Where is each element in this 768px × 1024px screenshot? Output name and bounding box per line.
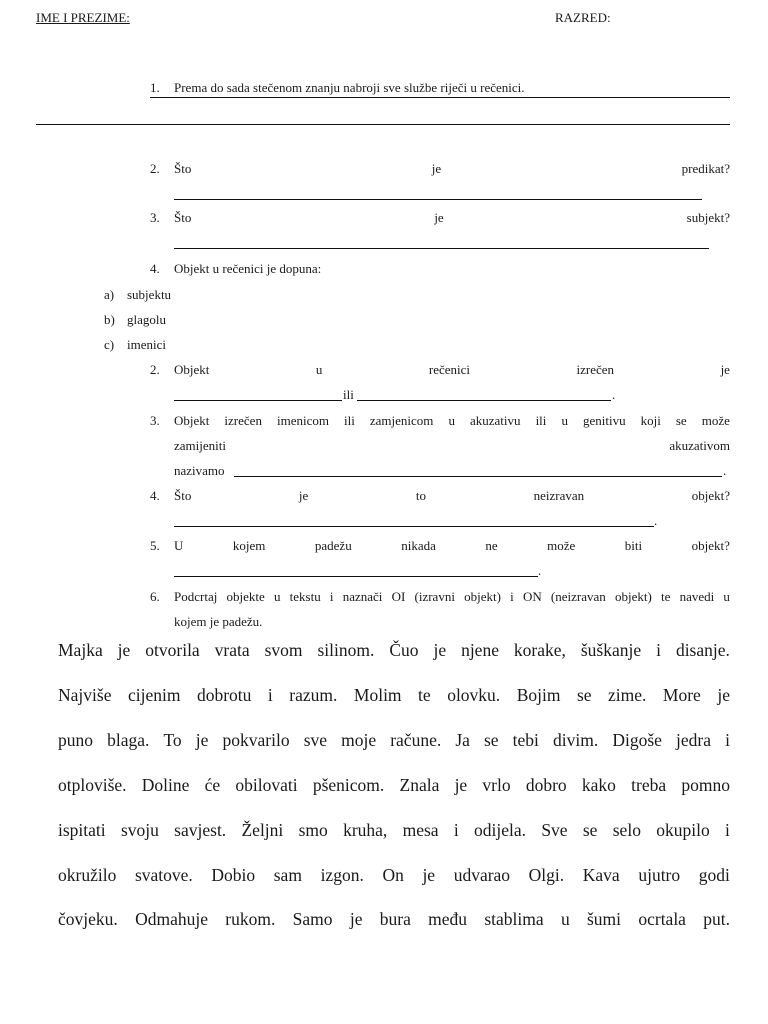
word: te [418, 685, 431, 705]
option-b-letter: b) [104, 312, 115, 327]
period: . [723, 463, 727, 478]
paragraph-line [58, 774, 730, 796]
word: i [510, 589, 514, 604]
word: Bojim [516, 685, 561, 705]
question-5-text [174, 361, 730, 378]
word: ili [344, 413, 355, 428]
word: Što [174, 161, 192, 176]
word: je [717, 685, 730, 705]
word: Majka [58, 640, 103, 660]
word: (izravni [414, 589, 455, 604]
word: se [483, 730, 499, 750]
paragraph-line [58, 684, 730, 706]
answer-line-7[interactable] [174, 526, 654, 527]
word: u [561, 413, 568, 428]
name-label: IME I PREZIME: [36, 10, 130, 25]
word: Što [174, 488, 192, 503]
word: svom [264, 640, 303, 660]
word: padežu [314, 538, 352, 553]
word: (neizravan [550, 589, 606, 604]
option-c-text[interactable]: imenici [127, 337, 166, 352]
word: će [204, 775, 221, 795]
question-1-underline [150, 97, 730, 98]
word: ne [485, 538, 498, 553]
word: ON [522, 589, 542, 604]
word: Dobio [211, 865, 256, 885]
word: je [720, 362, 730, 377]
word: More [662, 685, 701, 705]
word: predikat? [681, 161, 730, 176]
word: zamjenicom [369, 413, 434, 428]
word: imenicom [276, 413, 329, 428]
word: i [725, 820, 730, 840]
word: okupilo [656, 820, 710, 840]
word: genitivu [582, 413, 626, 428]
word: dobrotu [196, 685, 252, 705]
word: naznači [342, 589, 383, 604]
word: put. [703, 909, 730, 929]
word: savjest. [174, 820, 227, 840]
word: se [576, 685, 592, 705]
word: rečenici [428, 362, 471, 377]
word: objekte [226, 589, 265, 604]
question-3-text [174, 209, 730, 226]
answer-line-5a[interactable] [174, 400, 342, 401]
word: olovku. [447, 685, 501, 705]
word: u [560, 909, 570, 929]
word: smo [298, 820, 328, 840]
word: subjekt? [686, 210, 730, 225]
question-3-number: 3. [150, 210, 160, 225]
question-9-number: 6. [150, 589, 160, 604]
word: se [675, 413, 687, 428]
word: šuškanje [580, 640, 642, 660]
word: je [431, 161, 442, 176]
paragraph-line [58, 864, 730, 886]
word: akuzativom [669, 438, 730, 453]
question-8-text [174, 537, 730, 554]
option-c-letter: c) [104, 337, 115, 352]
word: pšenicom. [312, 775, 385, 795]
word: izrečen [224, 413, 262, 428]
word: odijela. [474, 820, 527, 840]
word: je [298, 488, 309, 503]
word: stablima [484, 909, 544, 929]
word: se [582, 820, 598, 840]
word: među [428, 909, 468, 929]
word: račune. [390, 730, 442, 750]
word: otvorila [145, 640, 200, 660]
word: kruha, [343, 820, 388, 840]
word: biti [624, 538, 643, 553]
word: Željni [241, 820, 284, 840]
option-a-text[interactable]: subjektu [127, 287, 172, 302]
question-8-number: 5. [150, 538, 160, 553]
word: objekt) [464, 589, 501, 604]
word: bura [379, 909, 411, 929]
word: vrata [214, 640, 250, 660]
word: korake, [513, 640, 566, 660]
question-9-line-1 [174, 588, 730, 605]
period: . [538, 563, 542, 578]
word: silinom. [317, 640, 375, 660]
word: u [273, 589, 281, 604]
period: . [654, 513, 658, 528]
word: sam [273, 865, 302, 885]
word: udvarao [453, 865, 511, 885]
answer-line-5b[interactable] [357, 400, 611, 401]
word: i [267, 685, 273, 705]
question-6-line-1 [174, 412, 730, 429]
word: je [454, 775, 468, 795]
word: zamijeniti [174, 438, 226, 453]
word: objekt) [614, 589, 652, 604]
word: i [656, 640, 661, 660]
word: Sve [541, 820, 568, 840]
option-a-letter: a) [104, 287, 115, 302]
answer-line-1[interactable] [36, 124, 730, 125]
word: mesa [402, 820, 439, 840]
word: je [117, 640, 131, 660]
word: je [195, 730, 209, 750]
word: zime. [608, 685, 647, 705]
period: . [612, 387, 616, 402]
word: obilovati [235, 775, 298, 795]
word: vrlo [482, 775, 511, 795]
word: ujutro [638, 865, 681, 885]
word: navedi [679, 589, 715, 604]
word: šumi [587, 909, 622, 929]
question-1-number: 1. [150, 80, 160, 95]
word: ocrtala [638, 909, 686, 929]
word: Molim [353, 685, 402, 705]
question-2-number: 2. [150, 161, 160, 176]
word: pomno [681, 775, 730, 795]
word: Podcrtaj [174, 589, 218, 604]
word: tebi [512, 730, 539, 750]
word: to [415, 488, 427, 503]
word: rukom. [225, 909, 276, 929]
word: i [329, 589, 334, 604]
word: je [422, 865, 436, 885]
question-5-number: 2. [150, 362, 160, 377]
word: Znala [399, 775, 440, 795]
question-6-line-3: nazivamo [174, 463, 225, 478]
word: disanje. [675, 640, 730, 660]
word: razum. [289, 685, 338, 705]
word: neizravan [533, 488, 585, 503]
word: u [723, 589, 730, 604]
word: To [163, 730, 182, 750]
word: jedra [675, 730, 711, 750]
word: Odmahuje [135, 909, 208, 929]
word: Objekt [174, 362, 210, 377]
question-2-text [174, 160, 730, 177]
word: kojem [232, 538, 266, 553]
word: Čuo [389, 640, 419, 660]
option-b-text[interactable]: glagolu [127, 312, 166, 327]
word: koji [640, 413, 661, 428]
class-label: RAZRED: [555, 10, 611, 25]
word: pokvarilo [222, 730, 290, 750]
word: blaga. [107, 730, 150, 750]
word: godi [698, 865, 730, 885]
word: svoju [120, 820, 159, 840]
word: je [349, 909, 363, 929]
word: Doline [141, 775, 190, 795]
word: treba [631, 775, 667, 795]
word: dobro [525, 775, 567, 795]
word: izrečen [576, 362, 615, 377]
paragraph-line [58, 819, 730, 841]
word: objekt? [691, 538, 730, 553]
word: ili [535, 413, 547, 428]
paragraph-line [58, 908, 730, 930]
question-7-number: 4. [150, 488, 160, 503]
word: Kava [582, 865, 620, 885]
word: u [448, 413, 455, 428]
word: svatove. [134, 865, 193, 885]
word: čovjeku. [58, 909, 118, 929]
word: akuzativu [469, 413, 521, 428]
word: i [453, 820, 459, 840]
word: kako [581, 775, 616, 795]
question-6-line-2 [174, 437, 730, 454]
word: nikada [401, 538, 436, 553]
word: Najviše [58, 685, 112, 705]
answer-line-8[interactable] [174, 576, 538, 577]
word: njene [461, 640, 499, 660]
word: ispitati [58, 820, 106, 840]
ili-text: ili [343, 387, 354, 402]
word: izgon. [320, 865, 364, 885]
word: može [701, 413, 730, 428]
word: Ja [455, 730, 470, 750]
word: objekt? [691, 488, 730, 503]
word: Samo [292, 909, 333, 929]
answer-line-3[interactable] [174, 248, 709, 249]
word: je [434, 210, 444, 225]
word: tekstu [289, 589, 321, 604]
answer-line-2[interactable] [174, 199, 702, 200]
word: divim. [553, 730, 599, 750]
word: u [315, 362, 323, 377]
question-9-line-2: kojem je padežu. [174, 614, 263, 629]
question-6-number: 3. [150, 413, 160, 428]
word: U [174, 538, 184, 553]
paragraph-line [58, 639, 730, 661]
word: Olgi. [528, 865, 565, 885]
word: može [547, 538, 576, 553]
answer-line-6[interactable] [234, 476, 722, 477]
word: Što [174, 210, 192, 225]
word: okružilo [58, 865, 117, 885]
word: On [382, 865, 404, 885]
word: cijenim [127, 685, 181, 705]
word: selo [612, 820, 641, 840]
word: otploviše. [58, 775, 127, 795]
word: te [660, 589, 671, 604]
question-1-text: Prema do sada stečenom znanju nabroji sve službe riječi u rečenici. [174, 80, 525, 95]
paragraph-line [58, 729, 730, 751]
word: je [433, 640, 447, 660]
question-4-text: Objekt u rečenici je dopuna: [174, 261, 322, 276]
question-7-text [174, 487, 730, 504]
word: Digoše [612, 730, 662, 750]
word: puno [58, 730, 93, 750]
word: sve [303, 730, 328, 750]
word: i [725, 730, 730, 750]
word: Objekt [174, 413, 210, 428]
word: OI [391, 589, 406, 604]
word: moje [341, 730, 377, 750]
question-4-number: 4. [150, 261, 160, 276]
